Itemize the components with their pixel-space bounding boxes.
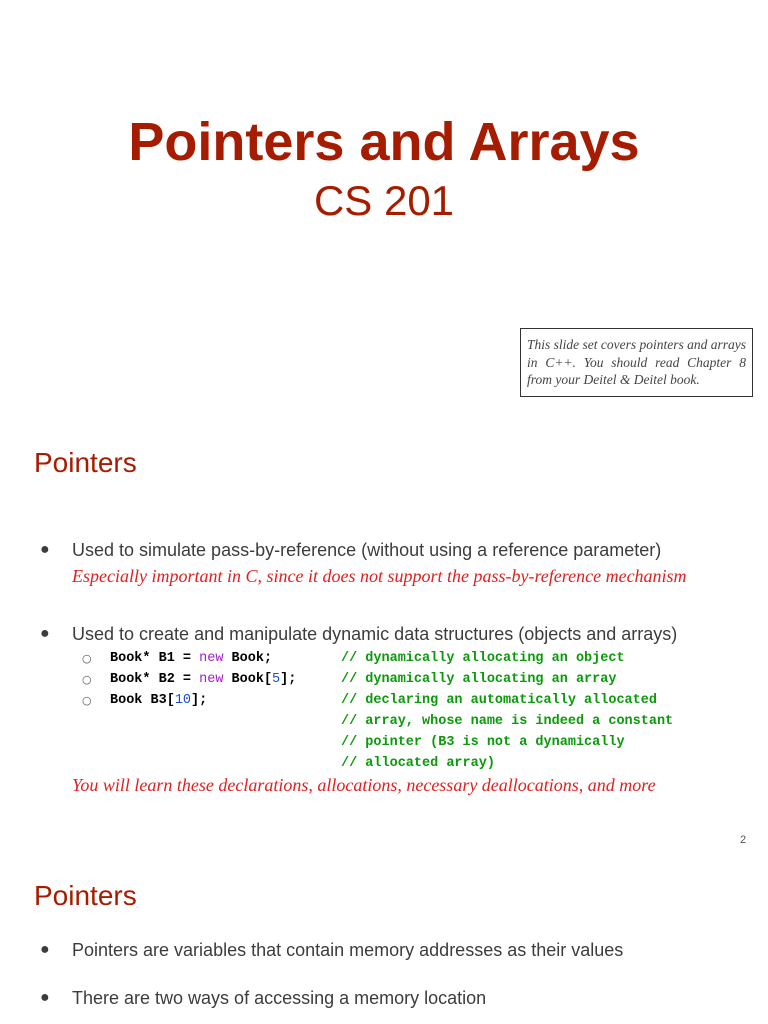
bullet-dot-icon: ● xyxy=(40,541,50,558)
code-number: 10 xyxy=(174,693,192,708)
code-text: Book* B1 = new Book; xyxy=(110,651,273,666)
sub-bullet-circle-icon: ○ xyxy=(82,694,92,707)
code-comment: // dynamically allocating an object xyxy=(341,651,625,666)
bullet-emphasis-note: You will learn these declarations, allocations, necessary deallocations, and more xyxy=(72,775,656,795)
sub-bullet-circle-icon: ○ xyxy=(82,652,92,665)
code-keyword: new xyxy=(199,651,224,666)
bullet-dot-icon: ● xyxy=(40,941,50,958)
code-comment: // declaring an automatically allocated xyxy=(341,693,657,708)
code-comment: // dynamically allocating an array xyxy=(341,672,617,687)
bullet-text: Used to simulate pass-by-reference (without using a reference parameter) xyxy=(72,540,662,560)
bullet-dot-icon: ● xyxy=(40,625,50,642)
bullet-text: There are two ways of accessing a memory location xyxy=(72,988,487,1008)
reading-note-box: This slide set covers pointers and arrays in C++. You should read Chapter 8 from your Deitel & Deitel book. xyxy=(520,328,753,397)
code-number: 5 xyxy=(272,672,281,687)
code-comment: // allocated array) xyxy=(341,756,495,771)
code-keyword: new xyxy=(199,672,224,687)
bullet-text: Pointers are variables that contain memory addresses as their values xyxy=(72,940,624,960)
slide-title: Pointers and Arrays xyxy=(128,112,640,172)
slide-subtitle: CS 201 xyxy=(313,177,455,224)
section-heading-pointers: Pointers xyxy=(34,880,137,911)
section-heading-pointers: Pointers xyxy=(34,447,137,478)
code-text: Book* B2 = new Book[5]; xyxy=(110,672,297,687)
bullet-emphasis-note: Especially important in C, since it does not support the pass-by-reference mechanism xyxy=(72,566,687,586)
sub-bullet-circle-icon: ○ xyxy=(82,673,92,686)
code-comment: // array, whose name is indeed a constant xyxy=(341,714,674,729)
page-number: 2 xyxy=(740,834,747,846)
code-text: Book B3[10]; xyxy=(110,693,208,708)
bullet-dot-icon: ● xyxy=(40,989,50,1006)
code-comment: // pointer (B3 is not a dynamically xyxy=(341,735,625,750)
bullet-text: Used to create and manipulate dynamic data structures (objects and arrays) xyxy=(72,624,678,644)
